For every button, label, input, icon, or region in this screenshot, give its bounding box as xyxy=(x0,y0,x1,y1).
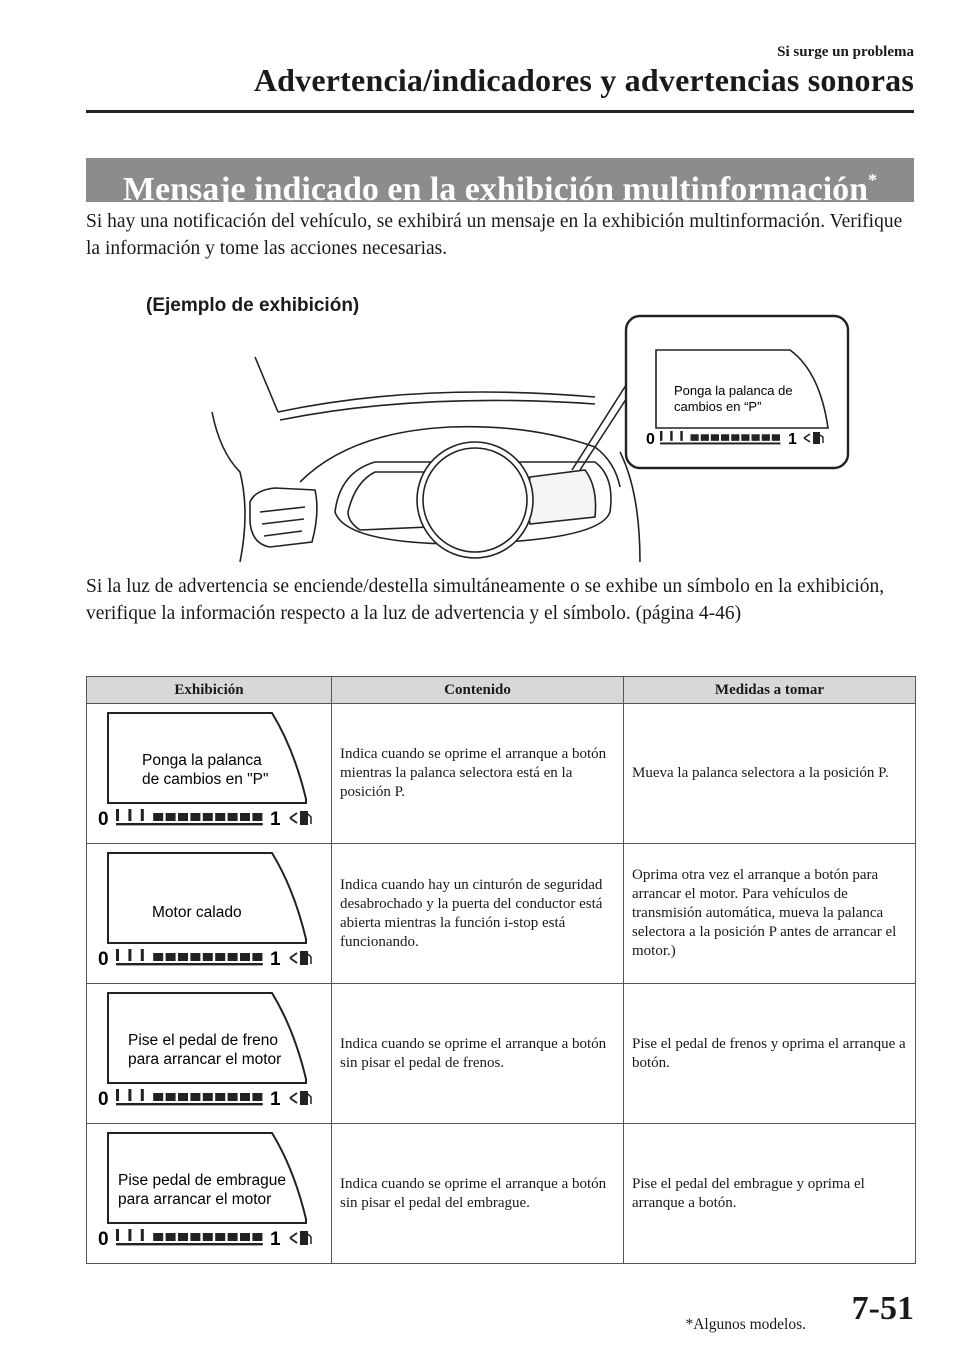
fuel-pump-icon xyxy=(290,951,311,965)
page-number: 7-51 xyxy=(851,1290,914,1327)
display-text-1: Pise el pedal de freno xyxy=(128,1031,278,1049)
display-screen-illustration xyxy=(94,1129,324,1253)
header-rule xyxy=(86,110,914,113)
callout-gauge-max: 1 xyxy=(788,431,797,448)
display-text-1: Pise pedal de embrague xyxy=(118,1171,287,1189)
action-cell: Oprima otra vez el arranque a botón para arrancar el motor. Para vehículos de transmisión automática, mueva la palanca selectora a la posición P antes de arrancar el motor.) xyxy=(624,844,916,984)
gauge-min-label: 0 xyxy=(98,1088,109,1110)
display-text-2: para arrancar el motor xyxy=(118,1190,272,1208)
gauge-max-label: 1 xyxy=(270,1228,281,1250)
gauge-min-label: 0 xyxy=(98,948,109,970)
gauge-segment xyxy=(128,1229,131,1241)
gauge-segment xyxy=(153,1093,163,1101)
gauge-baseline xyxy=(116,1103,263,1105)
gauge-segment xyxy=(116,1229,119,1241)
gauge-segment xyxy=(215,813,225,821)
gauge-segment xyxy=(228,1233,238,1241)
gauge-baseline xyxy=(116,963,263,965)
dashboard-illustration xyxy=(200,312,860,562)
gauge-segment xyxy=(166,1093,176,1101)
fuel-pump-icon xyxy=(290,1231,311,1245)
gauge-segment xyxy=(252,813,262,821)
gauge-segment xyxy=(772,434,780,441)
gauge-max-label: 1 xyxy=(270,948,281,970)
gauge-segment xyxy=(190,1233,200,1241)
gauge-segment xyxy=(215,1093,225,1101)
fuel-gauge-bars xyxy=(116,1089,263,1105)
content-cell: Indica cuando se oprime el arranque a botón sin pisar el pedal de frenos. xyxy=(332,984,624,1124)
gauge-segment xyxy=(691,434,699,441)
content-cell: Indica cuando se oprime el arranque a botón mientras la palanca selectora está en la posición P. xyxy=(332,704,624,844)
gauge-segment xyxy=(116,1089,119,1101)
message-table xyxy=(86,676,916,1264)
gauge-segment xyxy=(240,1093,250,1101)
display-text-2: para arrancar el motor xyxy=(128,1050,282,1068)
action-cell: Pise el pedal de frenos y oprima el arranque a botón. xyxy=(624,984,916,1124)
display-text-2: de cambios en "P" xyxy=(142,770,269,788)
callout-text-1: Ponga la palanca de xyxy=(674,383,793,398)
gauge-segment xyxy=(721,434,729,441)
gauge-segment xyxy=(190,813,200,821)
gauge-segment xyxy=(680,431,682,441)
gauge-segment xyxy=(178,1233,188,1241)
display-text-1: Motor calado xyxy=(152,903,242,921)
callout-gauge-min: 0 xyxy=(646,431,655,448)
gauge-segment xyxy=(252,953,262,961)
display-cell xyxy=(87,704,332,844)
gauge-segment xyxy=(752,434,760,441)
gauge-segment xyxy=(141,1229,144,1241)
display-text-1: Ponga la palanca xyxy=(142,751,262,769)
gauge-baseline xyxy=(116,1243,263,1245)
table-row xyxy=(87,984,916,1124)
gauge-segment xyxy=(178,953,188,961)
gauge-segment xyxy=(670,431,672,441)
fuel-pump-icon xyxy=(290,1091,311,1105)
gauge-segment xyxy=(128,1089,131,1101)
action-cell: Mueva la palanca selectora a la posición P. xyxy=(624,704,916,844)
fuel-gauge-bars xyxy=(116,1229,263,1245)
gauge-segment xyxy=(711,434,719,441)
gauge-segment xyxy=(215,953,225,961)
gauge-segment xyxy=(153,813,163,821)
gauge-segment xyxy=(228,953,238,961)
gauge-segment xyxy=(141,1089,144,1101)
gauge-min-label: 0 xyxy=(98,808,109,830)
gauge-segment xyxy=(190,953,200,961)
display-screen-illustration xyxy=(94,709,324,833)
gauge-segment xyxy=(128,809,131,821)
display-screen-illustration xyxy=(94,849,324,973)
gauge-segment xyxy=(240,1233,250,1241)
gauge-segment xyxy=(153,1233,163,1241)
gauge-min-label: 0 xyxy=(98,1228,109,1250)
table-header-row xyxy=(87,677,916,704)
gauge-segment xyxy=(240,953,250,961)
gauge-segment xyxy=(228,813,238,821)
gauge-segment xyxy=(203,1093,213,1101)
display-cell xyxy=(87,984,332,1124)
gauge-segment xyxy=(166,813,176,821)
display-cell xyxy=(87,1124,332,1264)
gauge-segment xyxy=(166,953,176,961)
gauge-segment xyxy=(762,434,770,441)
gauge-segment xyxy=(153,953,163,961)
gauge-segment xyxy=(203,953,213,961)
gauge-segment xyxy=(660,431,662,441)
gauge-segment xyxy=(252,1233,262,1241)
gauge-segment xyxy=(240,813,250,821)
header-display: Exhibición xyxy=(87,677,332,704)
table-row xyxy=(87,1124,916,1264)
gauge-segment xyxy=(215,1233,225,1241)
gauge-segment xyxy=(741,434,749,441)
callout-text-2: cambios en “P” xyxy=(674,399,762,414)
header-content: Contenido xyxy=(332,677,624,704)
footnote: *Algunos modelos. xyxy=(685,1316,806,1333)
gauge-segment xyxy=(203,1233,213,1241)
gauge-segment xyxy=(228,1093,238,1101)
page-title: Advertencia/indicadores y advertencias sonoras xyxy=(253,62,914,98)
table-row xyxy=(87,704,916,844)
table-row xyxy=(87,844,916,984)
gauge-segment xyxy=(178,1093,188,1101)
warning-paragraph: Si la luz de advertencia se enciende/destella simultáneamente o se exhibe un símbolo en la exhibición, verifique la información respecto a la luz de advertencia y el símbolo. (página 4-46) xyxy=(86,576,885,624)
fuel-gauge-bars xyxy=(116,949,263,965)
figure-label: (Ejemplo de exhibición) xyxy=(146,295,360,316)
gauge-segment xyxy=(116,949,119,961)
gauge-segment xyxy=(203,813,213,821)
section-kicker: Si surge un problema xyxy=(777,44,914,60)
banner-title: Mensaje indicado en la exhibición multinformación xyxy=(122,171,869,208)
gauge-segment xyxy=(178,813,188,821)
display-screen-illustration xyxy=(94,989,324,1113)
gauge-segment xyxy=(141,949,144,961)
gauge-segment xyxy=(190,1093,200,1101)
gauge-segment xyxy=(166,1233,176,1241)
gauge-segment xyxy=(701,434,709,441)
section-banner xyxy=(86,158,914,208)
gauge-segment xyxy=(116,809,119,821)
fuel-pump-icon xyxy=(290,811,311,825)
gauge-baseline xyxy=(116,823,263,825)
gauge-segment xyxy=(252,1093,262,1101)
gauge-baseline xyxy=(660,442,780,444)
content-cell: Indica cuando hay un cinturón de seguridad desabrochado y la puerta del conductor está abierta mientras la función i-stop está funcionando. xyxy=(332,844,624,984)
header-action: Medidas a tomar xyxy=(624,677,916,704)
gauge-segment xyxy=(141,809,144,821)
fuel-gauge-bars xyxy=(116,809,263,825)
content-cell: Indica cuando se oprime el arranque a botón sin pisar el pedal del embrague. xyxy=(332,1124,624,1264)
intro-paragraph: Si hay una notificación del vehículo, se exhibirá un mensaje en la exhibición multinformación. Verifique la información y tome las acciones necesarias. xyxy=(86,211,903,259)
gauge-segment xyxy=(128,949,131,961)
display-cell xyxy=(87,844,332,984)
gauge-max-label: 1 xyxy=(270,1088,281,1110)
gauge-max-label: 1 xyxy=(270,808,281,830)
action-cell: Pise el pedal del embrague y oprima el arranque a botón. xyxy=(624,1124,916,1264)
banner-asterisk: * xyxy=(868,170,878,190)
gauge-segment xyxy=(731,434,739,441)
